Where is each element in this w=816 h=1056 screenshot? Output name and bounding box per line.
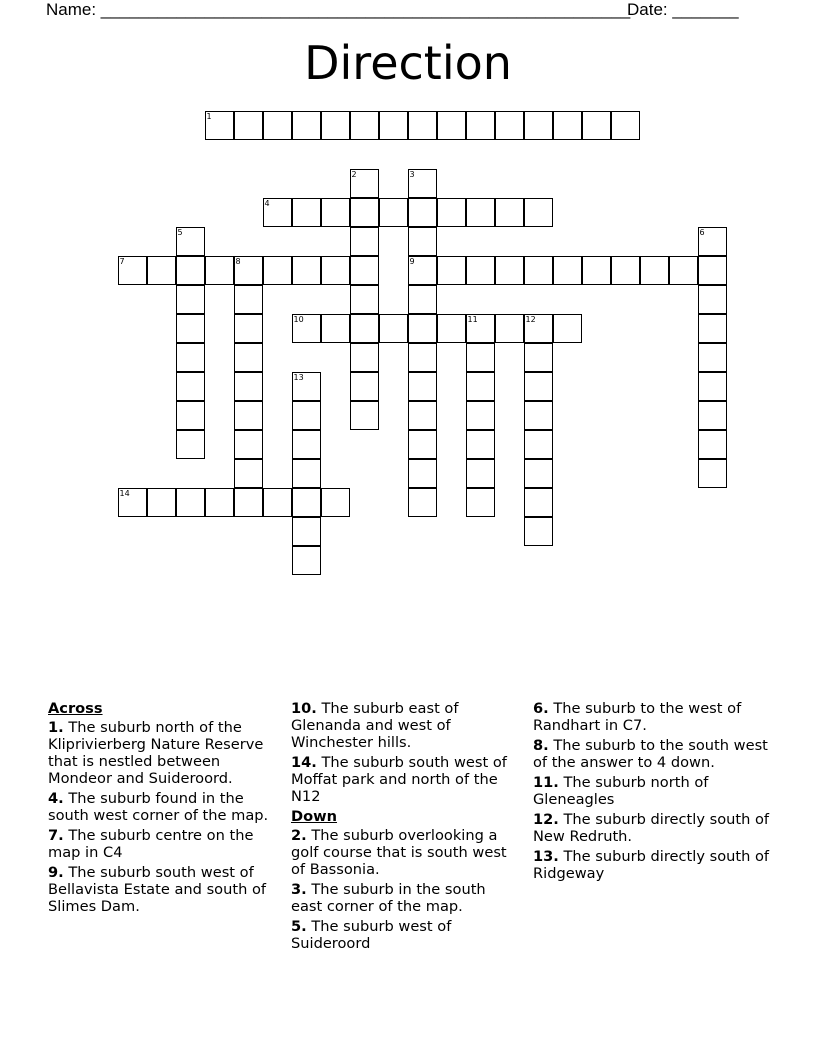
grid-cell[interactable]	[466, 198, 495, 227]
clue-across-9: 9. The suburb south west of Bellavista Estate and south of Slimes Dam.	[48, 864, 267, 915]
clue-number: 8	[235, 256, 241, 266]
grid-cell[interactable]	[524, 111, 553, 140]
clue-number: 7	[119, 256, 125, 266]
grid-cell[interactable]	[698, 372, 727, 401]
grid-cell[interactable]	[466, 111, 495, 140]
grid-cell[interactable]	[408, 343, 437, 372]
grid-cell[interactable]	[553, 111, 582, 140]
grid-cell[interactable]	[698, 430, 727, 459]
grid-cell[interactable]	[466, 459, 495, 488]
clue-number: 11	[467, 314, 478, 324]
grid-cell[interactable]	[263, 488, 292, 517]
clue-down-8: 8. The suburb to the south west of the answer to 4 down.	[533, 737, 768, 771]
grid-cell[interactable]	[350, 169, 379, 198]
grid-cell[interactable]	[524, 314, 553, 343]
grid-cell[interactable]	[495, 111, 524, 140]
grid-cell[interactable]	[292, 256, 321, 285]
grid-cell[interactable]	[408, 459, 437, 488]
grid-cell[interactable]	[669, 256, 698, 285]
grid-cell[interactable]	[524, 517, 553, 546]
grid-cell[interactable]	[437, 111, 466, 140]
clues-column-2	[291, 700, 521, 955]
grid-cell[interactable]	[698, 459, 727, 488]
grid-cell[interactable]	[234, 430, 263, 459]
grid-cell[interactable]	[234, 459, 263, 488]
clue-down-5: 5. The suburb west of Suideroord	[291, 918, 452, 952]
clue-down-2: 2. The suburb overlooking a golf course that is south west of Bassonia.	[291, 827, 507, 878]
clue-number: 4	[264, 198, 270, 208]
grid-cell[interactable]	[118, 488, 147, 517]
grid-cell[interactable]	[205, 488, 234, 517]
grid-cell[interactable]	[495, 256, 524, 285]
grid-cell[interactable]	[698, 256, 727, 285]
grid-cell[interactable]	[292, 314, 321, 343]
grid-cell[interactable]	[350, 111, 379, 140]
grid-cell[interactable]	[408, 372, 437, 401]
clues-column-1	[48, 700, 284, 918]
grid-cell[interactable]	[379, 314, 408, 343]
grid-cell[interactable]	[437, 198, 466, 227]
grid-cell[interactable]	[466, 488, 495, 517]
grid-cell[interactable]	[321, 314, 350, 343]
grid-cell[interactable]	[350, 256, 379, 285]
grid-cell[interactable]	[495, 198, 524, 227]
grid-cell[interactable]	[292, 401, 321, 430]
grid-cell[interactable]	[698, 343, 727, 372]
grid-cell[interactable]	[408, 285, 437, 314]
grid-cell[interactable]	[205, 256, 234, 285]
grid-cell[interactable]	[524, 256, 553, 285]
grid-cell[interactable]	[408, 227, 437, 256]
grid-cell[interactable]	[553, 314, 582, 343]
grid-cell[interactable]	[176, 401, 205, 430]
grid-cell[interactable]	[176, 372, 205, 401]
clue-down-11: 11. The suburb north of Gleneagles	[533, 774, 709, 808]
grid-cell[interactable]	[698, 285, 727, 314]
grid-cell[interactable]	[118, 256, 147, 285]
clue-across-7: 7. The suburb centre on the map in C4	[48, 827, 254, 861]
grid-cell[interactable]	[408, 256, 437, 285]
grid-cell[interactable]	[698, 401, 727, 430]
grid-cell[interactable]	[234, 372, 263, 401]
puzzle-title: Direction	[304, 36, 512, 90]
clue-down-12: 12. The suburb directly south of New Redruth.	[533, 811, 770, 845]
grid-cell[interactable]	[466, 401, 495, 430]
grid-cell[interactable]	[350, 314, 379, 343]
grid-cell[interactable]	[292, 546, 321, 575]
clue-down-13: 13. The suburb directly south of Ridgeway	[533, 848, 770, 882]
grid-cell[interactable]	[408, 488, 437, 517]
grid-cell[interactable]	[176, 314, 205, 343]
grid-cell[interactable]	[176, 256, 205, 285]
grid-cell[interactable]	[292, 430, 321, 459]
grid-cell[interactable]	[640, 256, 669, 285]
grid-cell[interactable]	[263, 111, 292, 140]
grid-cell[interactable]	[234, 111, 263, 140]
grid-cell[interactable]	[437, 256, 466, 285]
grid-cell[interactable]	[176, 430, 205, 459]
clues-column-3	[533, 700, 773, 885]
grid-cell[interactable]	[408, 198, 437, 227]
grid-cell[interactable]	[466, 256, 495, 285]
clue-number: 14	[119, 488, 130, 498]
grid-cell[interactable]	[611, 256, 640, 285]
grid-cell[interactable]	[292, 372, 321, 401]
down-heading: Down	[291, 808, 338, 825]
grid-cell[interactable]	[698, 227, 727, 256]
grid-cell[interactable]	[495, 314, 524, 343]
grid-cell[interactable]	[553, 256, 582, 285]
clue-down-6: 6. The suburb to the west of Randhart in C7.	[533, 700, 742, 734]
grid-cell[interactable]	[437, 314, 466, 343]
grid-cell[interactable]	[321, 488, 350, 517]
grid-cell[interactable]	[466, 372, 495, 401]
grid-cell[interactable]	[176, 227, 205, 256]
clue-number: 1	[206, 111, 212, 121]
grid-cell[interactable]	[234, 314, 263, 343]
grid-cell[interactable]	[292, 488, 321, 517]
grid-cell[interactable]	[234, 256, 263, 285]
grid-cell[interactable]	[524, 372, 553, 401]
clue-number: 6	[699, 227, 705, 237]
grid-cell[interactable]	[350, 372, 379, 401]
grid-cell[interactable]	[408, 430, 437, 459]
grid-cell[interactable]	[234, 285, 263, 314]
grid-cell[interactable]	[408, 111, 437, 140]
grid-cell[interactable]	[582, 111, 611, 140]
grid-cell[interactable]	[350, 198, 379, 227]
clue-number: 12	[525, 314, 536, 324]
grid-cell[interactable]	[292, 198, 321, 227]
clue-across-4: 4. The suburb found in the south west corner of the map.	[48, 790, 269, 824]
name-field-label: Name: ________________________________________________________	[46, 0, 631, 19]
grid-cell[interactable]	[350, 401, 379, 430]
clue-number: 9	[409, 256, 415, 266]
date-field-label: Date: _______	[627, 0, 739, 19]
grid-cell[interactable]	[524, 430, 553, 459]
grid-cell[interactable]	[321, 111, 350, 140]
grid-cell[interactable]	[611, 111, 640, 140]
grid-cell[interactable]	[234, 343, 263, 372]
grid-cell[interactable]	[408, 401, 437, 430]
clue-number: 2	[351, 169, 357, 179]
grid-cell[interactable]	[147, 488, 176, 517]
grid-cell[interactable]	[408, 314, 437, 343]
grid-cell[interactable]	[234, 488, 263, 517]
grid-cell[interactable]	[524, 488, 553, 517]
grid-cell[interactable]	[292, 459, 321, 488]
grid-cell[interactable]	[466, 430, 495, 459]
across-heading: Across	[48, 700, 103, 717]
grid-cell[interactable]	[350, 227, 379, 256]
grid-cell[interactable]	[350, 343, 379, 372]
clue-number: 10	[293, 314, 304, 324]
grid-cell[interactable]	[292, 111, 321, 140]
grid-cell[interactable]	[147, 256, 176, 285]
grid-cell[interactable]	[524, 198, 553, 227]
grid-cell[interactable]	[408, 169, 437, 198]
grid-cell[interactable]	[698, 314, 727, 343]
grid-cell[interactable]	[176, 488, 205, 517]
clue-number: 5	[177, 227, 183, 237]
grid-cell[interactable]	[321, 198, 350, 227]
grid-cell[interactable]	[466, 314, 495, 343]
grid-cell[interactable]	[234, 401, 263, 430]
grid-cell[interactable]	[466, 343, 495, 372]
grid-cell[interactable]	[379, 198, 408, 227]
grid-cell[interactable]	[582, 256, 611, 285]
grid-cell[interactable]	[292, 517, 321, 546]
clue-across-14: 14. The suburb south west of Moffat park and north of the N12	[291, 754, 507, 805]
clue-across-1: 1. The suburb north of the Kliprivierberg Nature Reserve that is nestled between Mondeor and Suideroord.	[48, 719, 264, 787]
grid-cell[interactable]	[321, 256, 350, 285]
clue-number: 13	[293, 372, 304, 382]
grid-cell[interactable]	[524, 343, 553, 372]
grid-cell[interactable]	[379, 111, 408, 140]
grid-cell[interactable]	[263, 198, 292, 227]
clue-down-3: 3. The suburb in the south east corner of the map.	[291, 881, 486, 915]
grid-cell[interactable]	[205, 111, 234, 140]
grid-cell[interactable]	[176, 285, 205, 314]
grid-cell[interactable]	[350, 285, 379, 314]
grid-cell[interactable]	[263, 256, 292, 285]
clue-number: 3	[409, 169, 415, 179]
grid-cell[interactable]	[176, 343, 205, 372]
grid-cell[interactable]	[524, 401, 553, 430]
grid-cell[interactable]	[524, 459, 553, 488]
clue-across-10: 10. The suburb east of Glenanda and west of Winchester hills.	[291, 700, 459, 751]
